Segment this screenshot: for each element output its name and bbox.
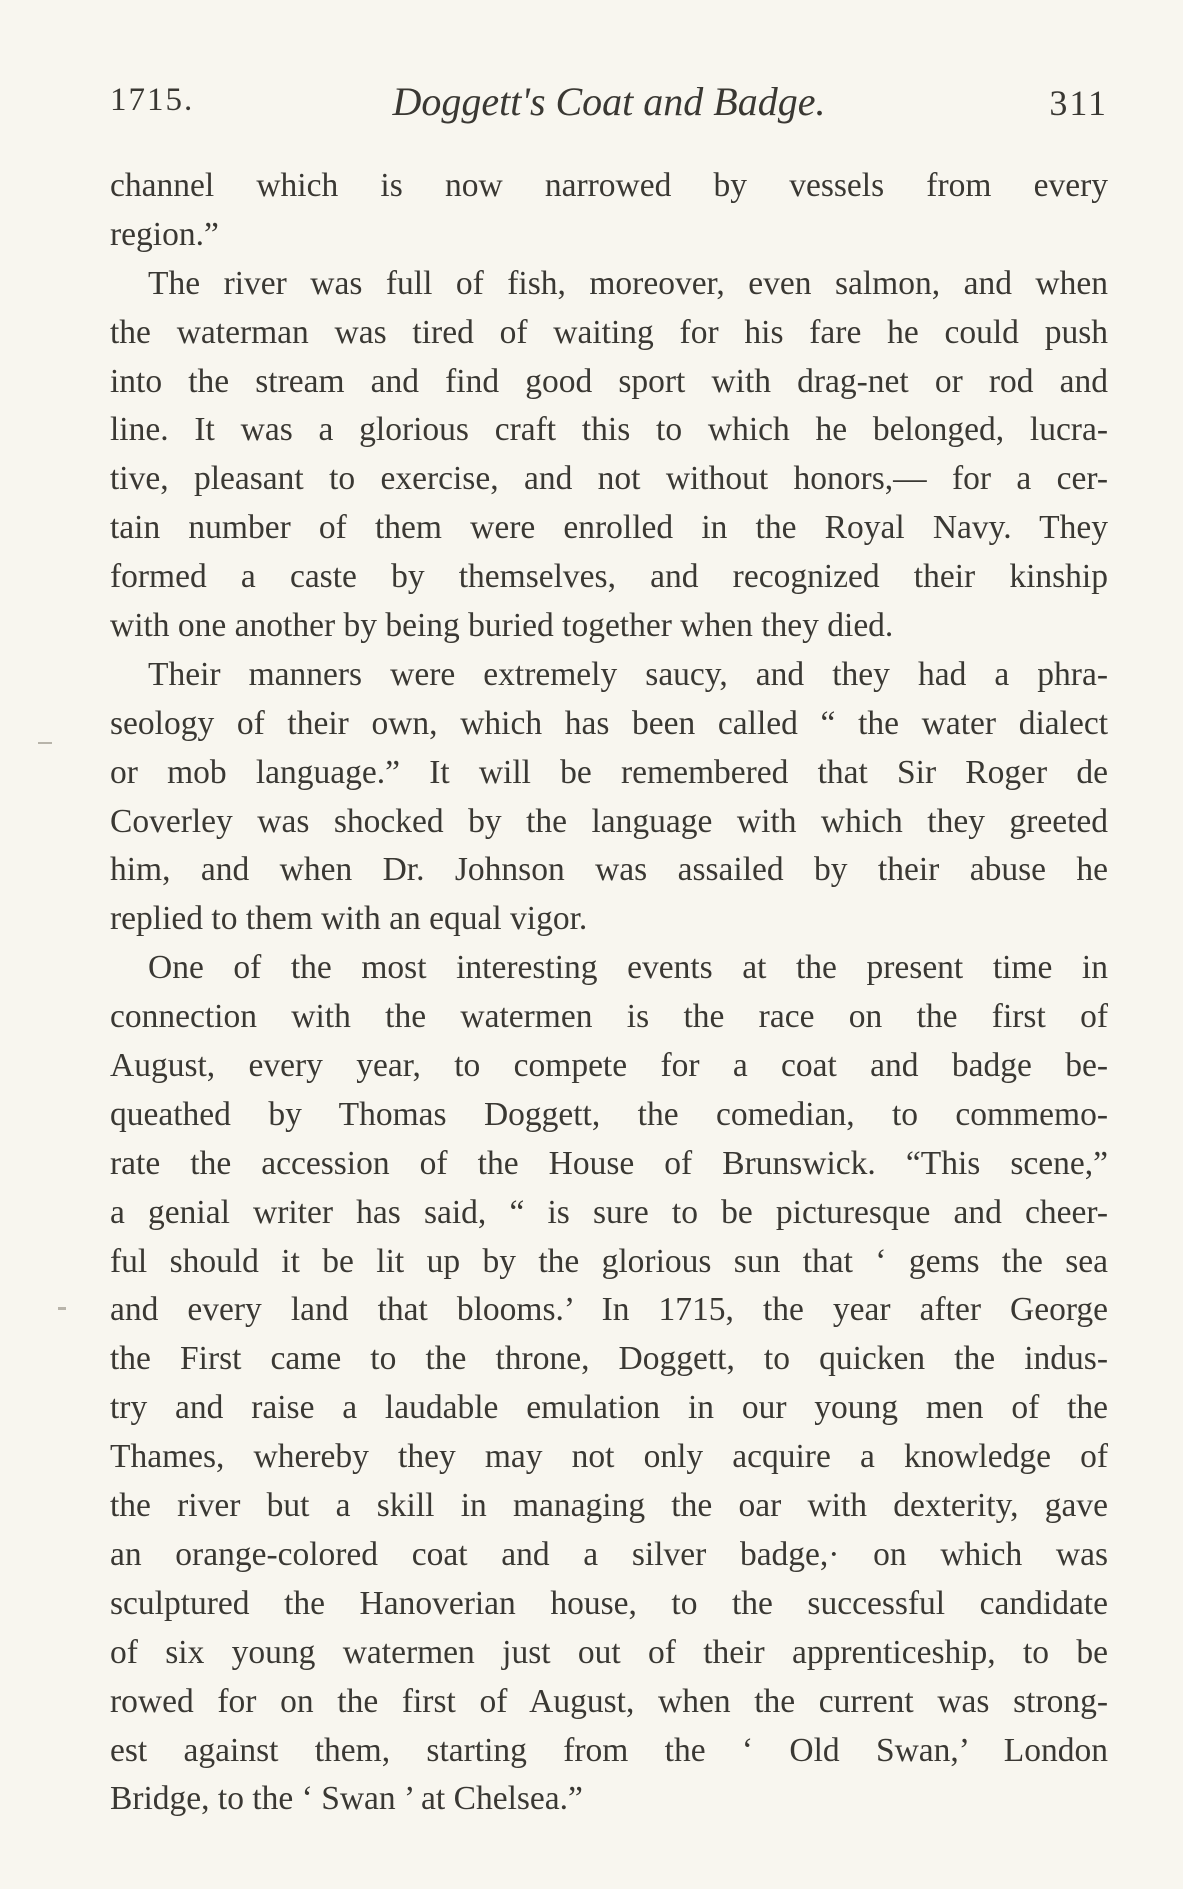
margin-mark (38, 742, 52, 744)
text-line: the waterman was tired of waiting for his fare he could push (110, 313, 1108, 351)
text-line: One of the most interesting events at the present time in (148, 949, 1108, 987)
text-line: region.” (110, 215, 219, 253)
running-head-title: Doggett's Coat and Badge. (392, 79, 826, 124)
text-line: with one another by being buried together when they died. (110, 607, 894, 645)
text-line: the First came to the throne, Doggett, to quicken the indus- (110, 1340, 1108, 1378)
text-line: tain number of them were enrolled in the Royal Navy. They (110, 509, 1108, 547)
running-head-year: 1715. (110, 82, 195, 118)
text-line: Coverley was shocked by the language with which they greeted (110, 802, 1108, 840)
text-line: tive, pleasant to exercise, and not without honors,— for a cer- (110, 460, 1108, 498)
text-line: try and raise a laudable emulation in our young men of the (110, 1389, 1108, 1427)
text-line: formed a caste by themselves, and recognized their kinship (110, 558, 1108, 596)
text-line: The river was full of fish, moreover, even salmon, and when (148, 264, 1108, 302)
text-line: and every land that blooms.’ In 1715, the year after George (110, 1291, 1108, 1329)
text-line: Their manners were extremely saucy, and they had a phra- (148, 655, 1108, 693)
text-line: August, every year, to compete for a coat and badge be- (110, 1047, 1108, 1085)
text-line: ful should it be lit up by the glorious sun that ‘ gems the sea (110, 1242, 1108, 1280)
text-line: channel which is now narrowed by vessels from every (110, 167, 1108, 204)
text-line: into the stream and find good sport with drag-net or rod and (110, 362, 1108, 400)
text-line: est against them, starting from the ‘ Old Swan,’ London (110, 1731, 1108, 1769)
margin-mark (58, 1307, 66, 1310)
text-line: Thames, whereby they may not only acquire a knowledge of (110, 1438, 1108, 1476)
text-line: an orange-colored coat and a silver badge,· on which was (110, 1535, 1108, 1573)
body-text (110, 162, 1108, 1824)
text-line: connection with the watermen is the race on the first of (110, 998, 1108, 1036)
text-line: or mob language.” It will be remembered that Sir Roger de (110, 753, 1108, 791)
text-line: line. It was a glorious craft this to which he belonged, lucra- (110, 411, 1108, 449)
text-line: Bridge, to the ‘ Swan ’ at Chelsea.” (110, 1780, 583, 1818)
text-line: rate the accession of the House of Brunswick. “This scene,” (110, 1144, 1108, 1182)
text-line: of six young watermen just out of their apprenticeship, to be (110, 1633, 1108, 1671)
page-number: 311 (1049, 83, 1108, 123)
text-line: rowed for on the first of August, when the current was strong- (110, 1682, 1108, 1720)
text-line: the river but a skill in managing the oar with dexterity, gave (110, 1487, 1108, 1525)
text-line: sculptured the Hanoverian house, to the successful candidate (110, 1584, 1108, 1622)
text-line: queathed by Thomas Doggett, the comedian, to commemo- (110, 1095, 1108, 1133)
text-line: a genial writer has said, “ is sure to be picturesque and cheer- (110, 1193, 1108, 1231)
text-line: seology of their own, which has been called “ the water dialect (110, 704, 1108, 742)
text-line: replied to them with an equal vigor. (110, 900, 588, 938)
running-head (110, 78, 1108, 128)
text-line: him, and when Dr. Johnson was assailed by their abuse he (110, 851, 1108, 889)
